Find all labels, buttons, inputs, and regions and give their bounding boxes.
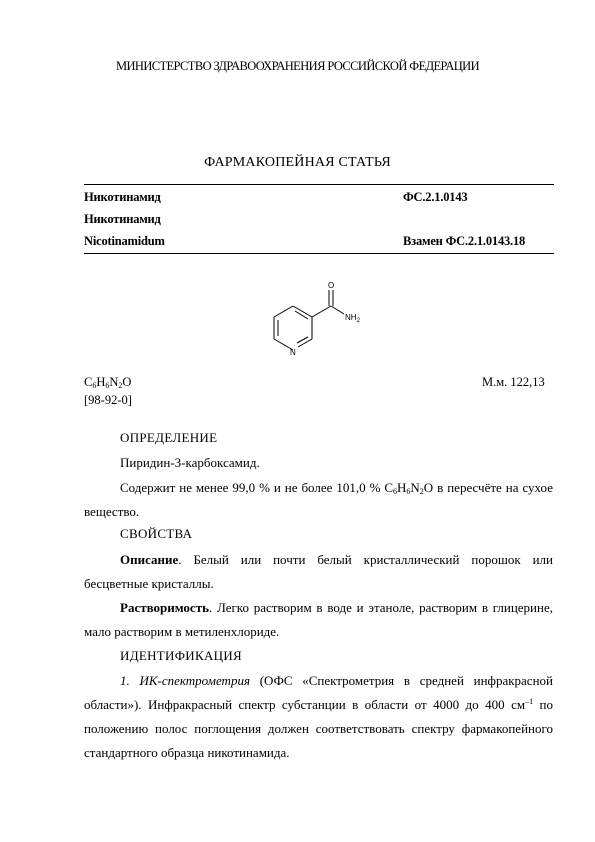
carboxamide-group [312, 290, 344, 317]
ir-label: 1. ИК-спектрометрия [120, 673, 250, 688]
monograph-code: ФС.2.1.0143 [403, 190, 468, 204]
pyridine-ring [274, 306, 312, 350]
name-latin: Nicotinamidum [84, 234, 165, 248]
description-label: Описание [120, 552, 179, 567]
identification-heading: ИДЕНТИФИКАЦИЯ [120, 648, 242, 663]
name-russian-secondary: Никотинамид [84, 212, 161, 226]
top-rule [84, 184, 554, 185]
ministry-title: МИНИСТЕРСТВО ЗДРАВООХРАНЕНИЯ РОССИЙСКОЙ ФЕДЕРАЦИИ [115, 59, 480, 73]
solubility-label: Растворимость [120, 600, 209, 615]
description-paragraph: Описание. Белый или почти белый кристаллический порошок или бесцветные кристаллы. [84, 552, 553, 591]
article-type-title: ФАРМАКОПЕЙНАЯ СТАТЬЯ [204, 155, 391, 170]
carbonyl-oxygen-label: O [328, 281, 335, 290]
ir-paragraph: 1. ИК-спектрометрия (ОФС «Спектрометрия в средней инфракрасной области»). Инфракрасный спектр субстанции в области от 4000 до 400 $см^{-1}$ по положению полос поглощения должен соответствовать спектру фармакопейного стандартного образца никотинамида. [84, 673, 553, 760]
bottom-rule [84, 253, 554, 254]
name-russian: Никотинамид [84, 190, 161, 204]
definition-heading: ОПРЕДЕЛЕНИЕ [120, 430, 218, 445]
cas-number: [98-92-0] [84, 393, 132, 407]
molecular-formula: $C_6H_6N_2O$ [84, 375, 132, 390]
amine-label: $NH_2$ [345, 313, 360, 324]
ring-nitrogen-label: N [290, 348, 296, 357]
content-statement: Содержит не менее 99,0 % и не более 101,0 % $C_6H_6N_2O$ в пересчёте на сухое вещество. [84, 480, 553, 519]
replaces-code: Взамен ФС.2.1.0143.18 [403, 234, 526, 248]
definition-text: Пиридин-3-карбоксамид. [120, 455, 260, 470]
nicotinamide-structure [260, 278, 370, 358]
solubility-paragraph: Растворимость. Легко растворим в воде и этаноле, растворим в глицерине, мало растворим в метиленхлориде. [84, 600, 553, 639]
molecular-mass: М.м. 122,13 [482, 375, 545, 389]
properties-heading: СВОЙСТВА [120, 526, 193, 541]
